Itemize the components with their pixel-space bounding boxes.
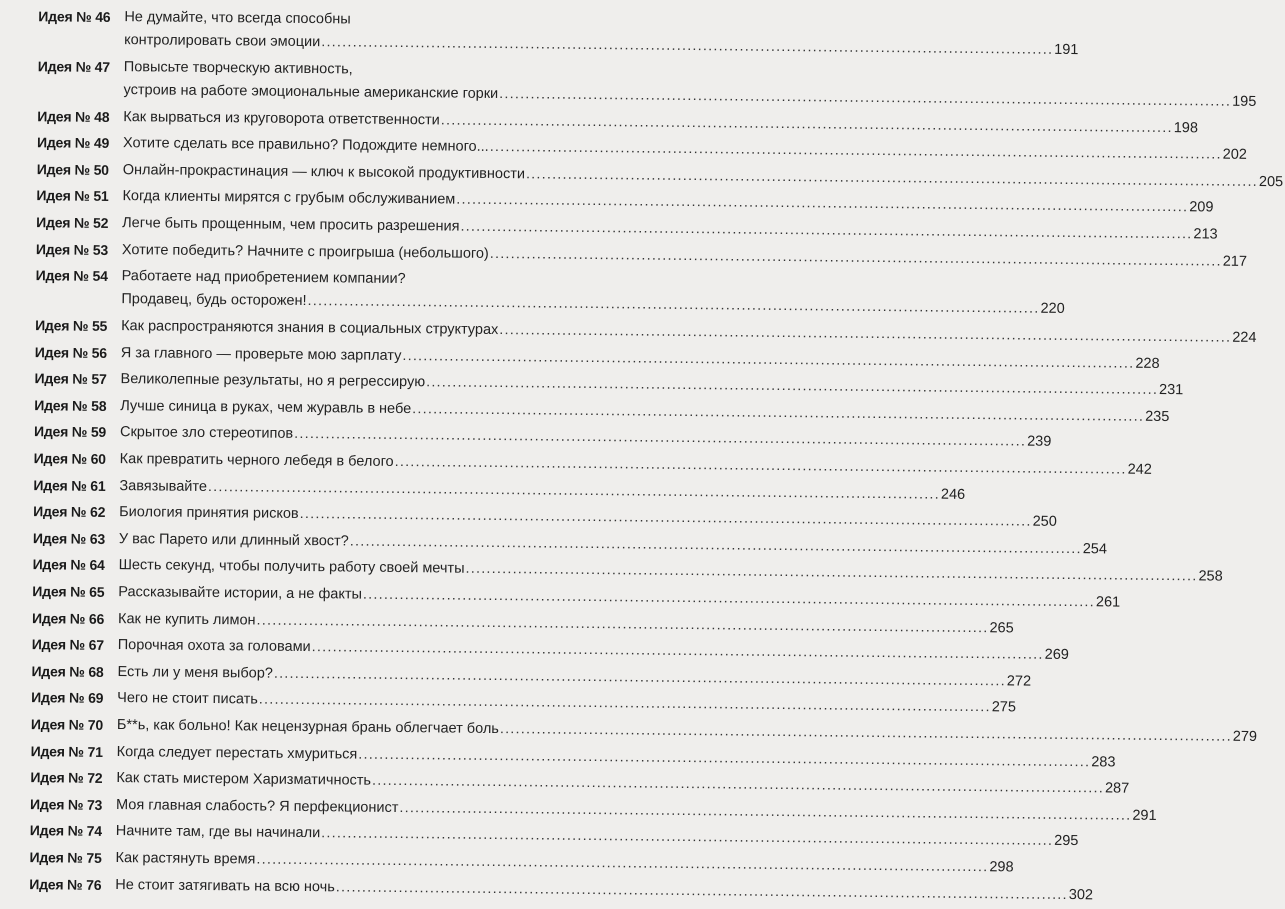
entry-title-line: Легче быть прощенным, чем просить разрешения xyxy=(122,215,460,235)
toc-entry[interactable] xyxy=(34,341,1160,372)
entry-title-line: Как вырваться из круговорота ответственности xyxy=(123,108,440,128)
page-number: 220 xyxy=(1040,300,1065,318)
page-number: 295 xyxy=(1054,833,1079,850)
page-number: 298 xyxy=(989,859,1014,876)
idea-number: Идея № 65 xyxy=(32,583,105,600)
dot-leader xyxy=(412,398,1144,429)
idea-number: Идея № 51 xyxy=(36,187,109,205)
dot-leader xyxy=(312,636,1044,667)
idea-number: Идея № 67 xyxy=(31,636,104,654)
page-number: 224 xyxy=(1232,329,1257,346)
entry-title-line: Скрытое зло стереотипов xyxy=(119,424,294,443)
dot-leader xyxy=(500,718,1232,749)
entry-title-line: Повысьте творческую активность, xyxy=(123,58,353,78)
entry-title-line: Как распространяются знания в социальных структурах xyxy=(121,318,499,339)
dot-leader xyxy=(259,689,991,720)
idea-number: Идея № 47 xyxy=(37,57,110,75)
toc-entry[interactable] xyxy=(33,421,1052,451)
entry-title-line: Рассказывайте истории, а не факты xyxy=(118,584,363,603)
toc-entry[interactable] xyxy=(30,766,1130,797)
dot-leader xyxy=(300,503,1032,534)
entry-title-line: Хотите сделать все правильно? Подождите немного... xyxy=(122,135,489,156)
idea-number: Идея № 46 xyxy=(38,8,111,25)
toc-entry[interactable] xyxy=(31,687,1017,716)
toc-entry[interactable] xyxy=(29,820,1079,850)
entry-title-line: У вас Парето или длинный хвост? xyxy=(118,530,349,550)
toc-entry[interactable] xyxy=(32,554,1223,586)
idea-number: Идея № 64 xyxy=(32,556,105,574)
dot-leader xyxy=(294,423,1026,454)
toc-entry[interactable] xyxy=(30,740,1116,771)
dot-leader xyxy=(499,319,1231,350)
page-number: 272 xyxy=(1006,673,1032,690)
page-number: 205 xyxy=(1258,173,1284,191)
toc-entry[interactable] xyxy=(37,55,1257,110)
toc-entry[interactable] xyxy=(36,158,1284,191)
idea-number: Идея № 71 xyxy=(30,742,103,760)
toc-entry[interactable] xyxy=(34,394,1170,425)
idea-number: Идея № 63 xyxy=(32,529,106,547)
page-number: 283 xyxy=(1091,753,1116,771)
toc-entry[interactable] xyxy=(33,500,1057,531)
dot-leader xyxy=(336,876,1068,907)
entry-title-line: Лучше синица в руках, чем журавль в небе xyxy=(120,397,412,417)
page-number: 287 xyxy=(1104,780,1130,797)
page-number: 269 xyxy=(1044,646,1069,664)
page-number: 254 xyxy=(1082,540,1108,558)
toc-entry[interactable] xyxy=(32,527,1108,558)
page-number: 191 xyxy=(1054,41,1079,59)
page-number: 258 xyxy=(1198,568,1223,586)
page-number: 275 xyxy=(991,699,1017,716)
dot-leader xyxy=(399,797,1131,828)
entry-title-line: Онлайн-прокрастинация — ключ к высокой продуктивности xyxy=(122,161,526,183)
dot-leader xyxy=(490,243,1222,274)
toc-entry[interactable] xyxy=(35,264,1065,318)
page-number: 242 xyxy=(1127,461,1152,478)
toc-entry[interactable] xyxy=(31,633,1069,664)
idea-number: Идея № 70 xyxy=(30,716,104,733)
toc-entry[interactable] xyxy=(32,580,1121,611)
toc-entry[interactable] xyxy=(36,211,1218,243)
entry-title-line: Биология принятия рисков xyxy=(119,504,299,523)
dot-leader xyxy=(372,770,1104,801)
entry-title-line: Когда клиенты мирятся с грубым обслуживанием xyxy=(122,188,456,208)
idea-number: Идея № 76 xyxy=(29,875,102,893)
idea-number: Идея № 52 xyxy=(36,214,109,231)
page-number: 202 xyxy=(1222,146,1247,164)
entry-title-line: Не стоит затягивать на всю ночь xyxy=(115,876,335,895)
dot-leader xyxy=(456,189,1188,220)
dot-leader xyxy=(363,584,1095,615)
idea-number: Идея № 68 xyxy=(31,662,104,680)
idea-number: Идея № 54 xyxy=(35,267,108,285)
entry-title-line: Не думайте, что всегда способны xyxy=(124,9,351,28)
entry-title xyxy=(124,6,1079,62)
page-number: 291 xyxy=(1132,807,1157,824)
entry-title-line: Чего не стоит писать xyxy=(117,690,258,708)
entry-title-line: Как не купить лимон xyxy=(117,610,256,629)
idea-number: Идея № 69 xyxy=(31,689,104,707)
idea-number: Идея № 59 xyxy=(33,423,107,441)
entry-title-line: Продавец, будь осторожен! xyxy=(121,291,307,310)
entry-title-line: Когда следует перестать хмуриться xyxy=(116,743,358,763)
page-number: 231 xyxy=(1159,382,1184,399)
idea-number: Идея № 55 xyxy=(35,317,108,334)
idea-number: Идея № 75 xyxy=(29,849,102,866)
entry-title-line: Как стать мистером Харизматичность xyxy=(116,770,372,789)
entry-title-line: Работаете над приобретением компании? xyxy=(121,268,406,288)
dot-leader xyxy=(526,163,1258,194)
idea-number: Идея № 50 xyxy=(36,160,109,178)
toc-entry[interactable] xyxy=(31,607,1014,637)
entry-title-line: контролировать свои эмоции xyxy=(124,32,321,51)
entry-title-line: Есть ли у меня выбор? xyxy=(117,663,273,682)
dot-leader xyxy=(465,558,1197,589)
idea-number: Идея № 49 xyxy=(36,134,110,152)
page-number: 250 xyxy=(1032,513,1057,531)
toc-entry[interactable] xyxy=(35,238,1248,270)
idea-number: Идея № 56 xyxy=(34,343,107,361)
entry-title-line: Хотите победить? Начните с проигрыша (небольшого) xyxy=(121,241,489,262)
idea-number: Идея № 74 xyxy=(29,822,102,840)
entry-title-line: Порочная охота за головами xyxy=(117,637,311,656)
entry-title-line: Начните там, где вы начинали xyxy=(115,823,321,842)
toc-entry[interactable] xyxy=(36,131,1247,164)
entry-title-line: Завязывайте xyxy=(119,477,208,495)
page-number: 279 xyxy=(1232,728,1258,745)
idea-number: Идея № 73 xyxy=(30,795,103,813)
dot-leader xyxy=(274,662,1006,693)
dot-leader xyxy=(256,849,988,880)
page-number: 239 xyxy=(1027,433,1052,451)
page-number: 213 xyxy=(1193,226,1218,243)
idea-number: Идея № 57 xyxy=(34,370,107,388)
idea-number: Идея № 61 xyxy=(33,476,106,494)
entry-title xyxy=(121,265,1065,321)
toc-entry[interactable] xyxy=(33,447,1152,478)
idea-number: Идея № 53 xyxy=(35,240,109,258)
page-number: 209 xyxy=(1189,199,1214,216)
page-number: 235 xyxy=(1145,408,1170,425)
entry-title-line: Моя главная слабость? Я перфекционист xyxy=(116,796,399,816)
toc-entry[interactable] xyxy=(30,793,1157,824)
page-number: 265 xyxy=(989,619,1014,637)
toc-entry[interactable] xyxy=(29,846,1014,876)
dot-leader xyxy=(321,823,1053,854)
dot-leader xyxy=(208,476,940,507)
dot-leader xyxy=(358,743,1090,774)
toc-entry[interactable] xyxy=(36,185,1214,216)
dot-leader xyxy=(395,451,1127,482)
entry-title-line: устроив на работе эмоциональные американские горки xyxy=(123,81,499,102)
entry-title-line: Шесть секунд, чтобы получить работу своей мечты xyxy=(118,557,465,578)
idea-number: Идея № 66 xyxy=(31,609,105,627)
toc-entry[interactable] xyxy=(34,367,1184,399)
toc-entry[interactable] xyxy=(37,105,1199,136)
dot-leader xyxy=(402,345,1134,376)
entry-title-line: Б**ь, как больно! Как нецензурная брань облегчает боль xyxy=(116,717,499,738)
page-number: 195 xyxy=(1232,93,1257,110)
dot-leader xyxy=(350,530,1082,561)
entry-title-line: Как превратить черного лебедя в белого xyxy=(119,451,394,470)
toc-entry[interactable] xyxy=(35,314,1257,346)
page-number: 261 xyxy=(1095,594,1121,611)
entry-title-line: Как растянуть время xyxy=(115,850,256,868)
idea-number: Идея № 60 xyxy=(33,450,106,467)
dot-leader xyxy=(441,109,1173,140)
toc-entry[interactable] xyxy=(31,660,1032,690)
dot-leader xyxy=(426,371,1158,402)
dot-leader xyxy=(490,136,1222,167)
entry-title xyxy=(123,56,1256,114)
page-number: 228 xyxy=(1135,355,1160,372)
page-number: 198 xyxy=(1173,119,1199,136)
toc-entry[interactable] xyxy=(29,873,1094,903)
dot-leader xyxy=(256,609,988,640)
page-number: 217 xyxy=(1222,253,1248,270)
page-number: 302 xyxy=(1068,886,1094,903)
entry-title-line: Я за главного — проверьте мою зарплату xyxy=(120,344,402,364)
dot-leader xyxy=(460,216,1192,247)
entry-title-line: Великолепные результаты, но я регрессирую xyxy=(120,371,426,391)
idea-number: Идея № 72 xyxy=(30,769,103,787)
toc-entry[interactable] xyxy=(30,713,1258,745)
idea-number: Идея № 62 xyxy=(33,503,106,521)
idea-number: Идея № 48 xyxy=(37,107,110,125)
page-number: 246 xyxy=(940,486,966,503)
toc-entry[interactable] xyxy=(33,474,966,503)
toc-entry[interactable] xyxy=(38,5,1079,59)
idea-number: Идея № 58 xyxy=(34,396,107,414)
